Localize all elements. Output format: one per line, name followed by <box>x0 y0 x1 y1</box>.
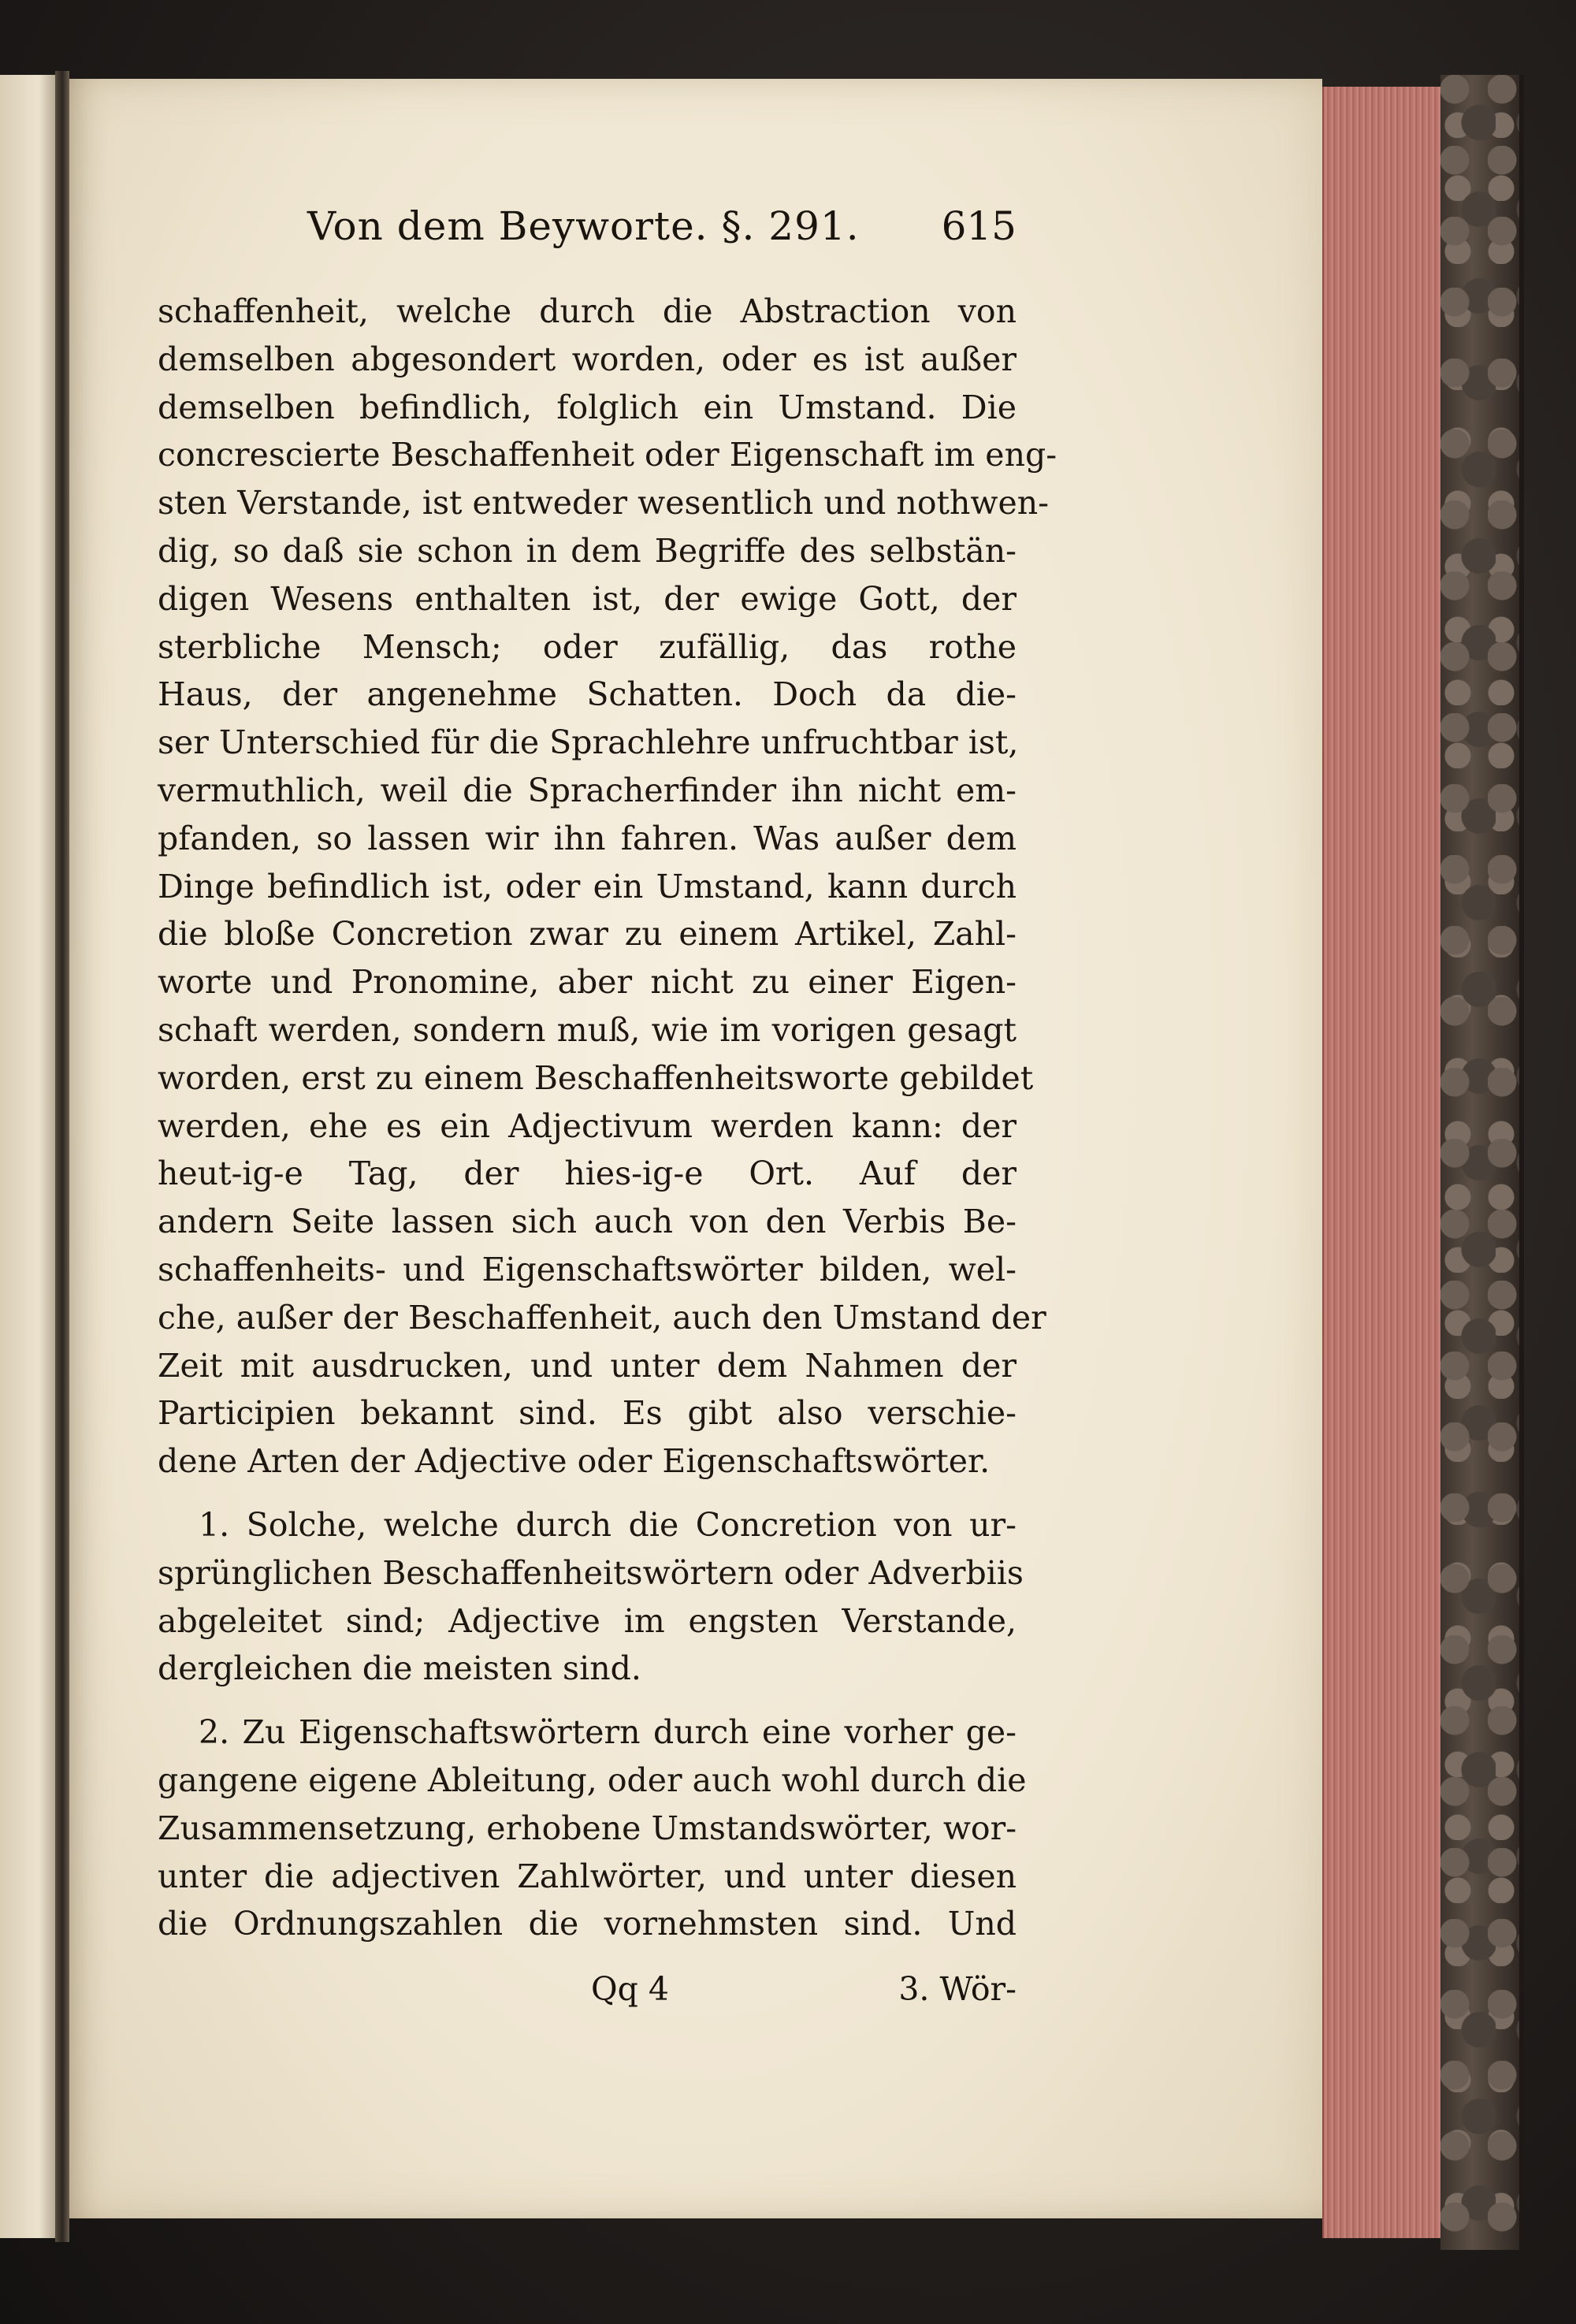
text-line: pfanden, so lassen wir ihn fahren. Was außer dem <box>158 819 1017 857</box>
text-line: dergleichen die meisten sind. <box>158 1649 641 1688</box>
marbled-cover-board <box>1440 75 1524 2250</box>
text-line: Zeit mit ausdrucken, und unter dem Nahmen der <box>158 1346 1017 1385</box>
page-number: 615 <box>941 203 1017 249</box>
text-line: Zusammensetzung, erhobene Umstandswörter, wor- <box>158 1809 1017 1847</box>
running-head: Von dem Beyworte. §. 291. <box>307 203 860 249</box>
body-text <box>158 288 1057 1948</box>
previous-page-edge <box>0 75 58 2238</box>
text-line: Dinge befindlich ist, oder ein Umstand, kann durch <box>158 867 1017 905</box>
text-line: Haus, der angenehme Schatten. Doch da die- <box>158 675 1017 714</box>
text-line: sten Verstande, ist entweder wesentlich und nothwen- <box>158 484 1050 522</box>
text-line: concrescierte Beschaffenheit oder Eigenschaft im eng- <box>158 436 1057 474</box>
paragraph-spacer <box>158 1693 1017 1709</box>
text-line: heut-ig-e Tag, der hies-ig-e Ort. Auf der <box>158 1155 1017 1193</box>
text-line: sterbliche Mensch; oder zufällig, das rothe <box>158 627 1017 666</box>
text-line: ser Unterschied für die Sprachlehre unfruchtbar ist, <box>158 723 1019 762</box>
text-line: schaft werden, sondern muß, wie im vorigen gesagt <box>158 1010 1017 1049</box>
text-line: 2. Zu Eigenschaftswörtern durch eine vorher ge- <box>199 1713 1017 1752</box>
signature-mark: Qq 4 <box>591 1970 669 2008</box>
text-line: dene Arten der Adjective oder Eigenschaftswörter. <box>158 1442 991 1481</box>
text-line: Participien bekannt sind. Es gibt also verschie- <box>158 1394 1017 1433</box>
page-header <box>158 203 1017 258</box>
text-line: 1. Solche, welche durch die Concretion von ur- <box>199 1505 1017 1544</box>
text-line: sprünglichen Beschaffenheitswörtern oder Adverbiis <box>158 1553 1024 1592</box>
catchword: 3. Wör- <box>898 1970 1017 2008</box>
text-line: digen Wesens enthalten ist, der ewige Gott, der <box>158 579 1017 618</box>
paragraph-spacer <box>158 1486 1017 1501</box>
text-line: abgeleitet sind; Adjective im engsten Verstande, <box>158 1601 1017 1640</box>
text-line: gangene eigene Ableitung, oder auch wohl durch die <box>158 1761 1027 1799</box>
text-line: werden, ehe es ein Adjectivum werden kann: der <box>158 1106 1017 1145</box>
text-line: demselben abgesondert worden, oder es ist außer <box>158 340 1017 378</box>
text-line: die Ordnungszahlen die vornehmsten sind. Und <box>158 1905 1017 1943</box>
text-line: che, außer der Beschaffenheit, auch den Umstand der <box>158 1298 1046 1337</box>
page-footer <box>158 1970 1017 2017</box>
text-line: dig, so daß sie schon in dem Begriffe des selbstän- <box>158 531 1017 570</box>
text-line: worden, erst zu einem Beschaffenheitsworte gebildet <box>158 1058 1034 1097</box>
text-line: schaffenheits- und Eigenschaftswörter bilden, wel- <box>158 1250 1017 1288</box>
text-line: vermuthlich, weil die Spracherfinder ihn nicht em- <box>158 771 1017 809</box>
text-line: worte und Pronomine, aber nicht zu einer Eigen- <box>158 963 1017 1002</box>
text-line: andern Seite lassen sich auch von den Verbis Be- <box>158 1203 1017 1241</box>
page-edges <box>1322 87 1442 2238</box>
text-line: unter die adjectiven Zahlwörter, und unter diesen <box>158 1857 1017 1895</box>
text-line: demselben befindlich, folglich ein Umstand. Die <box>158 388 1017 426</box>
text-line: schaffenheit, welche durch die Abstraction von <box>158 292 1017 330</box>
text-line: die bloße Concretion zwar zu einem Artikel, Zahl- <box>158 915 1017 954</box>
book-gutter <box>55 71 69 2242</box>
